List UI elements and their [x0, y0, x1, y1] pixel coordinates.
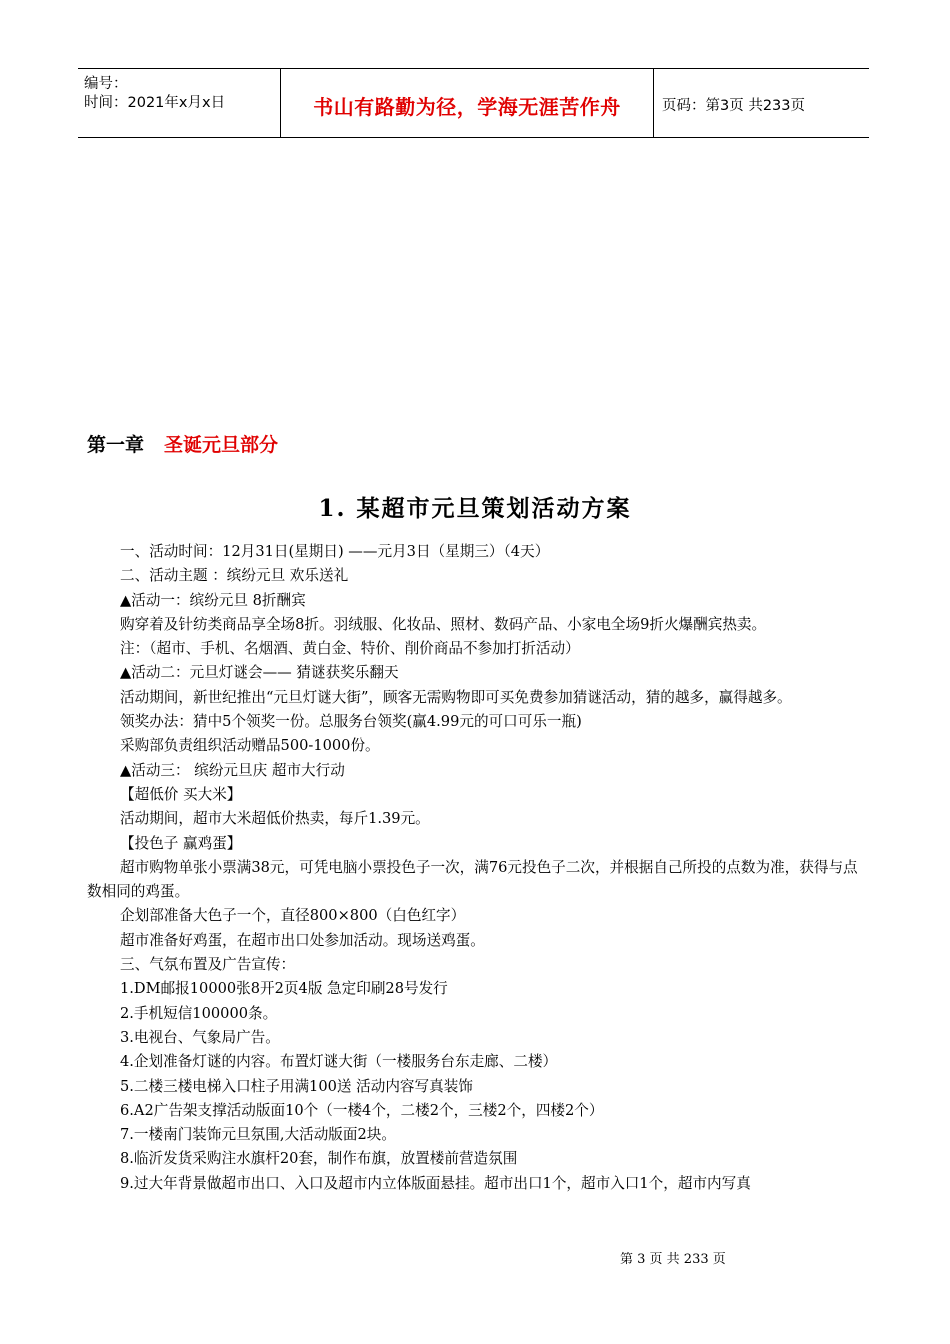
paragraph: ▲活动二：元旦灯谜会—— 猜谜获奖乐翻天 [120, 664, 399, 682]
paragraph: 6.A2广告架支撑活动版面10个（一楼4个，二楼2个，三楼2个，四楼2个） [120, 1101, 604, 1119]
header-meta-cell [78, 69, 281, 137]
paragraph: 9.过大年背景做超市出口、入口及超市内立体版面悬挂。超市出口1个，超市入口1个，超市内写真 [120, 1174, 751, 1192]
header-page-cell [654, 69, 869, 137]
paragraph: 7.一楼南门装饰元旦氛围,大活动版面2块。 [120, 1126, 396, 1144]
paragraph: 二、活动主题 ：缤纷元旦 欢乐送礼 [120, 567, 349, 585]
date-label: 时间：2021年x月x日 [84, 95, 226, 111]
header-page-info: 页码：第3页 共233页 [662, 98, 806, 114]
document-body [87, 540, 862, 1196]
paragraph: 5.二楼三楼电梯入口柱子用满100送 活动内容写真装饰 [120, 1077, 473, 1095]
paragraph: 一、活动时间：12月31日(星期日) ——元月3日（星期三）（4天） [120, 543, 550, 560]
paragraph: 【投色子 赢鸡蛋】 [120, 834, 242, 852]
paragraph: 3.电视台、气象局广告。 [120, 1028, 280, 1046]
document-title: 1. 某超市元旦策划活动方案 [318, 495, 632, 522]
code-label: 编号： [84, 76, 128, 92]
chapter-name: 圣诞元旦部分 [164, 434, 279, 456]
paragraph: 超市准备好鸡蛋，在超市出口处参加活动。现场送鸡蛋。 [120, 931, 485, 949]
paragraph: ▲活动三： 缤纷元旦庆 超市大行动 [120, 761, 345, 779]
paragraph: 购穿着及针纺类商品享全场8折。羽绒服、化妆品、照材、数码产品、小家电全场9折火爆酬宾热卖。 [120, 615, 767, 633]
chapter-heading [87, 430, 278, 457]
paragraph: ▲活动一：缤纷元旦 8折酬宾 [120, 591, 306, 609]
paragraph: 4.企划准备灯谜的内容。布置灯谜大街（一楼服务台东走廊、二楼） [120, 1053, 558, 1071]
paragraph: 2.手机短信100000条。 [120, 1004, 278, 1022]
header-motto-cell [281, 69, 654, 137]
paragraph: 领奖办法：猜中5个领奖一份。总服务台领奖(赢4.99元的可口可乐一瓶) [120, 713, 582, 731]
paragraph: 采购部负责组织活动赠品500-1000份。 [120, 737, 380, 755]
paragraph: 【超低价 买大米】 [120, 785, 242, 803]
chapter-number: 第一章 [87, 434, 145, 456]
page-footer: 第 3 页 共 233 页 [620, 1252, 726, 1267]
header-motto: 书山有路勤为径，学海无涯苦作舟 [313, 95, 621, 119]
page-header [78, 68, 869, 138]
paragraph: 三、气氛布置及广告宣传： [120, 956, 296, 974]
paragraph: 活动期间，新世纪推出“元旦灯谜大街”，顾客无需购物即可买免费参加猜谜活动，猜的越多，赢得越多。 [120, 688, 792, 706]
paragraph: 注：（超市、手机、名烟酒、黄白金、特价、削价商品不参加打折活动） [120, 640, 580, 658]
paragraph: 1.DM邮报10000张8开2页4版 急定印刷28号发行 [120, 980, 448, 998]
paragraph: 8.临沂发货采购注水旗杆20套，制作布旗，放置楼前营造氛围 [120, 1150, 518, 1168]
paragraph: 企划部准备大色子一个，直径800×800（白色红字） [120, 907, 466, 925]
paragraph: 活动期间，超市大米超低价热卖，每斤1.39元。 [120, 810, 430, 828]
paragraph: 超市购物单张小票满38元，可凭电脑小票投色子一次，满76元投色子二次，并根据自己所投的点数为准，获得与点数相同的鸡蛋。 [87, 858, 858, 901]
